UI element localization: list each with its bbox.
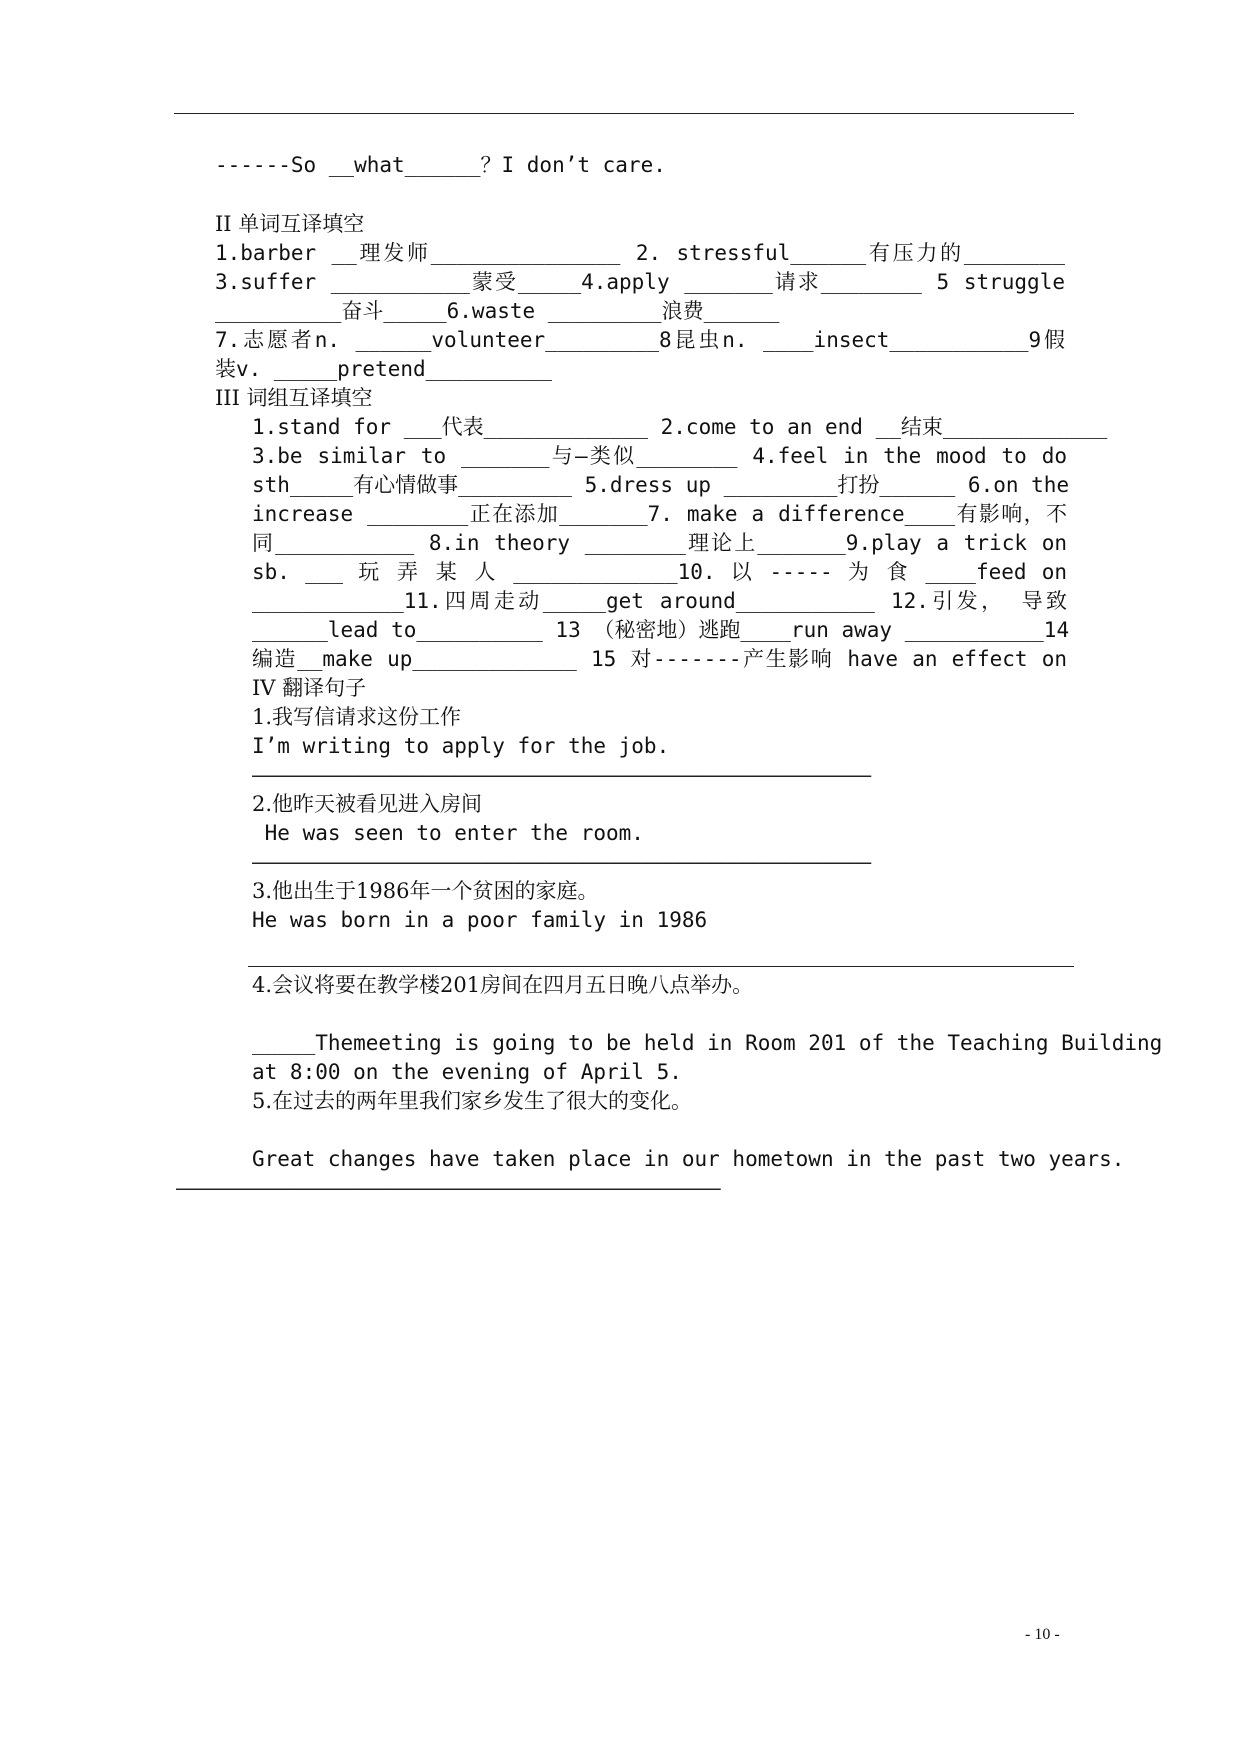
- answer-line-5: ———————————————————————————————————————————————————: [176, 1176, 719, 1200]
- answer-line-2: ——————————————————————————————————————————————————————————: [252, 850, 870, 874]
- phrase-line-8: ______lead to__________ 13 （秘密地）逃跑____run away ___________14: [252, 618, 1070, 642]
- phrase-line-2: 3.be similar to _______与—类似________ 4.feel in the mood to do: [252, 444, 1067, 468]
- answer-rule-3: [248, 966, 1074, 967]
- phrase-line-4: increase ________正在添加_______7. make a difference____有影响，不: [252, 502, 1067, 526]
- section-heading-2: II 单词互译填空: [215, 212, 365, 236]
- section-heading-3: III 词组互译填空: [215, 386, 373, 410]
- section-heading-4: IV 翻译句子: [252, 676, 367, 700]
- sentence-1-prompt: 1.我写信请求这份工作: [252, 705, 462, 729]
- vocab-line-1: 1.barber __理发师_______________ 2. stressful______有压力的________: [215, 241, 1065, 265]
- sentence-2-answer: He was seen to enter the room.: [252, 821, 644, 845]
- sentence-4-answer-cont: at 8:00 on the evening of April 5.: [252, 1060, 682, 1084]
- page-number: - 10 -: [1025, 1626, 1060, 1643]
- phrase-line-1: 1.stand for ___代表_____________ 2.come to an end __结束_____________: [252, 415, 1108, 439]
- sentence-1-answer: I’m writing to apply for the job.: [252, 734, 670, 758]
- dialogue-line: ------So __what______？I don’t care.: [215, 153, 666, 177]
- vocab-line-2: 3.suffer ___________蒙受_____4.apply _______请求________ 5 struggle: [215, 270, 1065, 294]
- phrase-line-6: sb. ___ 玩 弄 某 人 _____________10. 以 ----- 为 食 ____feed on: [252, 560, 1067, 584]
- vocab-line-3: __________奋斗_____6.waste _________浪费______: [215, 299, 780, 323]
- phrase-line-7: ____________11.四周走动_____get around___________ 12.引发， 导致: [252, 589, 1067, 613]
- sentence-5-prompt: 5.在过去的两年里我们家乡发生了很大的变化。: [252, 1089, 693, 1113]
- sentence-3-answer: He was born in a poor family in 1986: [252, 908, 708, 932]
- sentence-2-prompt: 2.他昨天被看见进入房间: [252, 792, 483, 816]
- phrase-line-5: 同___________ 8.in theory ________理论上_______9.play a trick on: [252, 531, 1067, 555]
- phrase-line-3: sth_____有心情做事_________ 5.dress up _________打扮______ 6.on the: [252, 473, 1070, 497]
- answer-line-1: ——————————————————————————————————————————————————————————: [252, 763, 870, 787]
- sentence-3-prompt: 3.他出生于1986年一个贫困的家庭。: [252, 879, 599, 903]
- sentence-5-answer: Great changes have taken place in our hometown in the past two years.: [252, 1147, 1125, 1171]
- sentence-4-prompt: 4.会议将要在教学楼201房间在四月五日晚八点举办。: [252, 973, 754, 997]
- vocab-line-5: 装v. _____pretend__________: [215, 357, 553, 381]
- header-rule: [174, 113, 1074, 114]
- sentence-4-answer: _____Themeeting is going to be held in Room 201 of the Teaching Building: [252, 1031, 1163, 1055]
- phrase-line-9: 编造__make up_____________ 15 对-------产生影响 have an effect on: [252, 647, 1067, 671]
- vocab-line-4: 7.志愿者n. ______volunteer_________8昆虫n. ____insect___________9假: [215, 328, 1065, 352]
